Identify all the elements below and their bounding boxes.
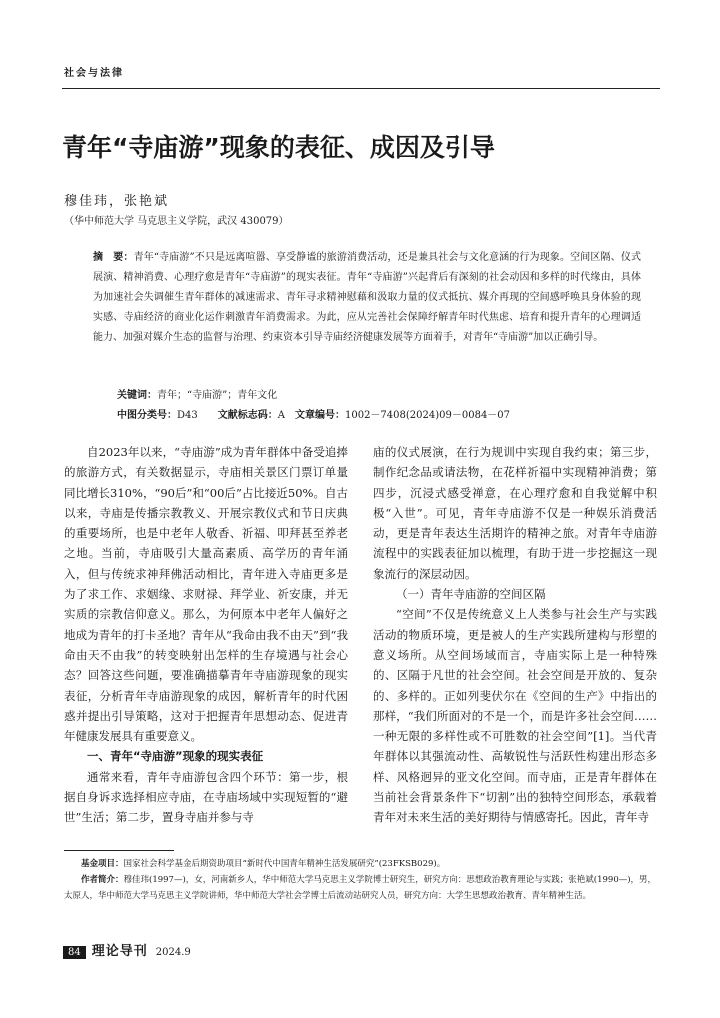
- subsection-heading: （一）青年寺庙游的空间区隔: [396, 587, 546, 602]
- author-affiliation: （华中师范大学 马克思主义学院，武汉 430079）: [64, 216, 289, 227]
- clc-value: D43: [177, 410, 198, 421]
- author-note: [64, 872, 660, 904]
- classification-line: [117, 406, 510, 421]
- article-number-value: 1002－7408(2024)09－0084－07: [344, 410, 511, 421]
- section-heading: 一、青年“寺庙游”现象的现实表征: [87, 749, 264, 764]
- abstract: [93, 248, 641, 348]
- journal-name: 理论导刊: [91, 944, 148, 959]
- doc-code-label: 文献标志码：: [217, 410, 278, 421]
- abstract-label: 摘 要：: [93, 252, 134, 263]
- body-column-left: [64, 442, 348, 828]
- keywords: [117, 386, 277, 401]
- author-bio-text: 穆佳玮(1997—)，女，河南新乡人，华中师范大学马克思主义学院博士研究生，研究方向：思想政治教育理论与实践；张艳斌(1990—)，男，太原人，华中师范大学马克思主义学院讲师，华中师范大学社会学博士后流动站研究人员，研究方向：大学生思想政治教育、青年精神生活。: [64, 875, 657, 901]
- journal-issue: 2024.9: [155, 947, 191, 958]
- article-authors: 穆佳玮，张艳斌: [64, 194, 170, 209]
- body-paragraph: 通常来看，青年寺庙游包含四个环节：第一步，根据自身诉求选择相应寺庙，在寺庙场域中实现短暂的“避世”生活；第二步，置身寺庙并参与寺: [64, 769, 348, 825]
- fund-label: 基金项目：: [81, 859, 124, 869]
- footnote-rule: [64, 850, 174, 851]
- keywords-label: 关键词：: [117, 390, 157, 401]
- section-label: 社会与法律: [64, 68, 124, 79]
- body-paragraph-continued: 庙的仪式展演，在行为规训中实现自我约束；第三步，制作纪念品或请法物，在花样祈福中实现精神消费；第四步，沉浸式感受禅意，在心理疗愈和自我觉解中积极“入世”。可见，青年寺庙游不仅是一种娱乐消费活动，更是青年表达生活期许的精神之旅。对青年寺庙游流程中的实践表征加以梳理，有助于进一步挖掘这一现象流行的深层动因。: [373, 445, 657, 581]
- fund-text: 国家社会科学基金后期资助项目“新时代中国青年精神生活发展研究”(23FKSB029)。: [123, 859, 446, 869]
- article-number-label: 文章编号：: [294, 410, 345, 421]
- abstract-text: 青年“寺庙游”不只是远离喧嚣、享受静谧的旅游消费活动，还是兼具社会与文化意涵的行为现象。空间区隔、仪式展演、精神消费、心理疗愈是青年“寺庙游”的现实表征。青年“寺庙游”兴起背后有深刻的社会动因和多样的时代缘由，具体为加速社会失调催生青年群体的减速需求、青年寻求精神慰藉和汲取力量的仪式抵抗、媒介再现的空间感呼唤具身体验的现实感、寺庙经济的商业化运作刺激青年消费需求。为此，应从完善社会保障纾解青年时代焦虑、培育和提升青年的心理调适能力、加强对媒介生态的监督与治理、约束资本引导寺庙经济健康发展等方面着手，对青年“寺庙游”加以正确引导。: [93, 252, 641, 343]
- footnotes: [64, 856, 660, 904]
- author-bio-label: 作者简介：: [81, 875, 124, 885]
- article-title: 青年“寺庙游”现象的表征、成因及引导: [62, 133, 495, 162]
- body-column-right: [373, 442, 657, 828]
- clc-label: 中图分类号：: [117, 410, 177, 421]
- keywords-text: 青年；“寺庙游”；青年文化: [157, 390, 278, 401]
- page-footer: [63, 940, 191, 959]
- page-number: 84: [63, 946, 86, 959]
- body-paragraph: 自2023年以来，“寺庙游”成为青年群体中备受追捧的旅游方式，有关数据显示，寺庙相关景区门票订单量同比增长310%，“90后”和“00后”占比接近50%。自古以来，寺庙是传播宗教教义、开展宗教仪式和节日庆典的重要场所，也是中老年人敬香、祈福、叩拜甚至养老之地。当前，寺庙吸引大量高素质、高学历的青年涌入，但与传统求神拜佛活动相比，青年进入寺庙更多是为了求工作、求姻缘、求财禄、拜学业、祈安康，并无实质的宗教信仰意义。那么，为何原本中老年人偏好之地成为青年的打卡圣地？青年从“我命由我不由天”到“我命由天不由我”的转变映射出怎样的生存境遇与社会心态？回答这些问题，要准确描摹青年寺庙游现象的现实表征，分析青年寺庙游现象的成因，解析青年的时代困惑并提出引导策略，这对于把握青年思想动态、促进青年健康发展具有重要意义。: [64, 445, 348, 744]
- fund-note: [64, 856, 660, 872]
- header-rule: [62, 88, 660, 89]
- body-paragraph: “空间”不仅是传统意义上人类参与社会生产与实践活动的物质环境，更是被人的生产实践所建构与形塑的意义场所。从空间场域而言，寺庙实际上是一种特殊的、区隔于凡世的社会空间。社会空间是开放的、复杂的、多样的。正如列斐伏尔在《空间的生产》中指出的那样，“我们所面对的不是一个，而是许多社会空间……一种无限的多样性或不可胜数的社会空间”[1]。当代青年群体以其强流动性、高敏锐性与活跃性构建出形态多样、风格迥异的亚文化空间。而寺庙，正是青年群体在当前社会背景条件下“切割”出的独特空间形态，承载着青年对未来生活的美好期待与情感寄托。因此，青年寺: [373, 607, 657, 825]
- doc-code-value: A: [277, 410, 285, 421]
